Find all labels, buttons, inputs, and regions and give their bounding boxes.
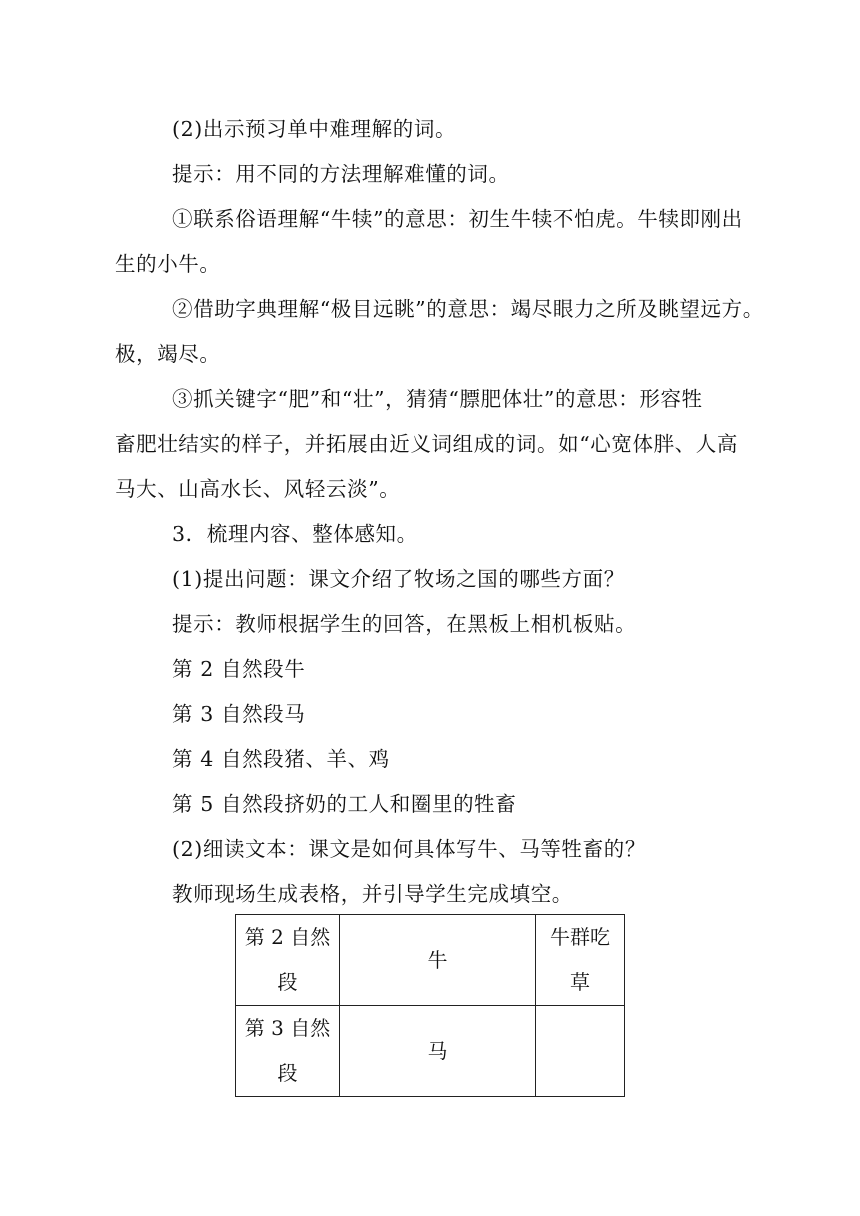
table-cell-paragraph-label <box>236 1006 340 1097</box>
list-item-paragraph-2: 第 2 自然段牛 <box>172 657 306 681</box>
cell-text-line: 牛群吃 <box>550 925 610 949</box>
list-item-paragraph-4: 第 4 自然段猪、羊、鸡 <box>172 747 390 771</box>
paragraph-question-2: (2)细读文本：课文是如何具体写牛、马等牲畜的？ <box>172 837 646 861</box>
section-heading-3: 3．梳理内容、整体感知。 <box>172 522 418 546</box>
list-item-paragraph-3: 第 3 自然段马 <box>172 702 306 726</box>
paragraph-item-3-line-2: 畜肥壮结实的样子，并拓展由近义词组成的词。如“心宽体胖、人高 <box>115 432 738 456</box>
table-cell-description-empty <box>536 1006 625 1097</box>
cell-text-line: 第 2 自然 <box>244 925 331 949</box>
paragraph-table-instruction: 教师现场生成表格，并引导学生完成填空。 <box>172 882 573 906</box>
table-cell-description <box>536 915 625 1006</box>
paragraph-hint-methods: 提示：用不同的方法理解难懂的词。 <box>172 162 510 186</box>
table-row <box>236 915 625 1006</box>
cell-text-line: 草 <box>570 970 590 994</box>
paragraph-item-1-line-1: ①联系俗语理解“牛犊”的意思：初生牛犊不怕虎。牛犊即刚出 <box>172 207 743 231</box>
paragraph-item-3-line-1: ③抓关键字“肥”和“壮”，猜猜“膘肥体壮”的意思：形容牲 <box>172 387 703 411</box>
table-cell-animal: 马 <box>340 1006 536 1097</box>
cell-text-line: 段 <box>277 1061 298 1085</box>
cell-text-line: 第 3 自然 <box>244 1016 331 1040</box>
table-cell-animal: 牛 <box>340 915 536 1006</box>
paragraph-item-1-line-2: 生的小牛。 <box>115 252 221 276</box>
paragraph-item-2-line-1: ②借助字典理解“极目远眺”的意思：竭尽眼力之所及眺望远方。 <box>172 297 764 321</box>
paragraph-question-1: (1)提出问题：课文介绍了牧场之国的哪些方面？ <box>172 567 625 591</box>
livestock-table <box>235 914 625 1097</box>
table-cell-paragraph-label <box>236 915 340 1006</box>
table-row <box>236 1006 625 1097</box>
cell-text-line: 段 <box>277 970 298 994</box>
paragraph-item-3-line-3: 马大、山高水长、风轻云淡”。 <box>115 477 401 501</box>
paragraph-preview-words: (2)出示预习单中难理解的词。 <box>172 117 457 141</box>
paragraph-hint-board: 提示：教师根据学生的回答，在黑板上相机板贴。 <box>172 612 637 636</box>
list-item-paragraph-5: 第 5 自然段挤奶的工人和圈里的牲畜 <box>172 792 517 816</box>
paragraph-item-2-line-2: 极，竭尽。 <box>115 342 221 366</box>
